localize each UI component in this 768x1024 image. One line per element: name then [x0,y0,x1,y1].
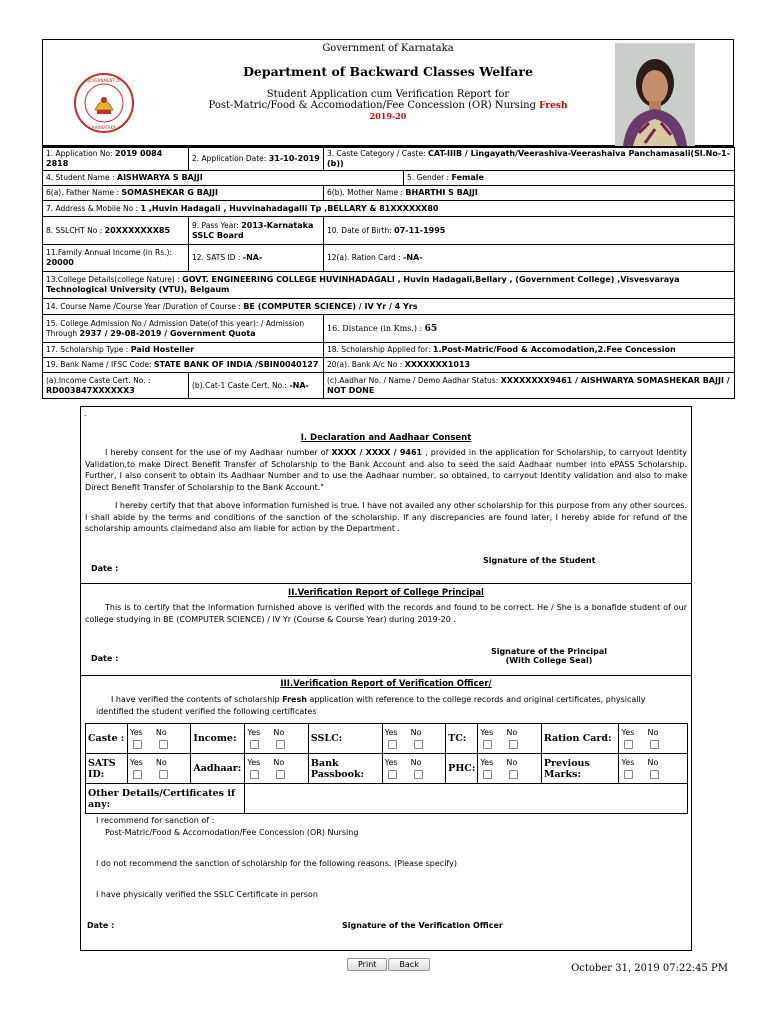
bank-name-cell: 19. Bank Name / IFSC Code: STATE BANK OF INDIA /SBIN0040127 [43,358,324,373]
gender-cell: 5. Gender : Female [404,171,735,186]
passbook-yes-checkbox[interactable] [388,770,397,779]
income-yes-checkbox[interactable] [250,740,259,749]
pass-year-cell: 9. Pass Year: 2013-Karnataka SSLC Board [189,217,324,245]
caste-category-cell: 3. Caste Category / Caste: CAT-IIIB / Lingayath/Veerashiva-Veerashaiva Panchamasali(Sl.No-1-(b)) [324,148,735,171]
aadhaar-masked: XXXX / XXXX / 9461 [331,448,423,457]
sats-yes-checkbox[interactable] [133,770,142,779]
tc-cert-options: Yes No [478,724,542,754]
aadhar-cell: (c).Aadhar No. / Name / Demo Aadhar Status: XXXXXXXX9461 / AISHWARYA SOMASHEKAR BAJJI / NOT DONE [324,373,735,399]
application-date-cell: 2. Application Date: 31-10-2019 [189,148,324,171]
sslc-no-cell: 8. SSLCHT No : 20XXXXXXX85 [43,217,189,245]
sslc-no-checkbox[interactable] [414,740,423,749]
checklist-row-other [86,784,688,814]
aadhaar-cert-options: Yes No [245,754,309,784]
passbook-no-checkbox[interactable] [414,770,423,779]
principal-signature-label: Signature of the Principal (With College Seal) [490,647,608,665]
family-income-cell: 11.Family Annual Income (in Rs.): 20000 [43,245,189,272]
officer-verification-text: I have verified the contents of scholarship Fresh application with reference to the college records and original certificates, physically identified the student verified the following certificates [96,695,646,716]
principal-heading: II.Verification Report of College Principal [288,588,484,598]
tc-cert-label: TC: [446,724,478,754]
bank-passbook-cert-options: Yes No [382,754,446,784]
print-button[interactable]: Print [347,958,387,971]
course-cell: 14. Course Name /Course Year /Duration of Course : BE (COMPUTER SCIENCE) / IV Yr / 4 Yrs [43,299,735,315]
declaration-box [80,406,692,951]
application-no-cell: 1. Application No: 2019 0084 2818 [43,148,189,171]
principal-date-label: Date : [91,654,119,663]
phc-cert-options: Yes No [478,754,542,784]
income-cert-options: Yes No [245,724,309,754]
bank-passbook-cert-label: Bank Passbook: [308,754,382,784]
svg-text:KARNATAKA: KARNATAKA [92,125,116,130]
ration-card-cell: 12(a). Ration Card : -NA- [324,245,735,272]
college-details-cell: 13.College Details(college Nature) : GOVT. ENGINEERING COLLEGE HUVINHADAGALI , Huvin Hadagali,Bellary , (Government College) ,Visvesvaraya Technological University (VTU), Belgaum [43,272,735,299]
income-no-checkbox[interactable] [276,740,285,749]
fresh-label: Fresh [539,101,568,111]
government-label: Government of Karnataka [322,43,454,54]
caste-cert-label: Caste : [86,724,128,754]
recommend-label: I recommend for sanction of : [96,816,215,825]
aadhaar-no-checkbox[interactable] [276,770,285,779]
scholarship-applied-cell: 18. Scholarship Applied for: 1.Post-Matric/Food & Accomodation,2.Fee Concession [324,343,735,358]
report-subtitle-1: Student Application cum Verification Report for [266,89,510,100]
previous-marks-cert-label: Previous Marks: [541,754,619,784]
page-header [42,39,734,147]
department-title: Department of Backward Classes Welfare [243,64,533,79]
income-cert-cell: (a).Income Caste Cert. No. : RD003847XXXXXX3 [43,373,189,399]
sslc-cert-options: Yes No [382,724,446,754]
marks-no-checkbox[interactable] [650,770,659,779]
sats-no-checkbox[interactable] [159,770,168,779]
cat1-cert-cell: (b).Cat-1 Caste Cert. No.: -NA- [189,373,324,399]
checklist-row-1 [86,724,688,754]
student-date-label: Date : [91,564,119,573]
student-signature-label: Signature of the Student [483,556,596,565]
aadhaar-cert-label: Aadhaar: [191,754,245,784]
dot-marker: . [84,409,87,418]
not-recommend-text: I do not recommend the sanction of scholarship for the following reasons. (Please specify) [96,859,457,868]
officer-heading: III.Verification Report of Verification Officer/ [280,679,492,689]
officer-date-label: Date : [87,921,115,930]
principal-certificate-text: This is to certify that the information furnished above is verified with the records and found to be correct. He / She is a bonafide student of our college studying in BE (COMPUTER SCIENCE) / IV Yr (Course & Course Year) during 2019-20 . [85,603,687,624]
caste-cert-options: Yes No [127,724,191,754]
declaration-heading: I. Declaration and Aadhaar Consent [300,433,472,443]
bank-account-cell: 20(a). Bank A/c No : XXXXXXX1013 [324,358,735,373]
report-subtitle-2: Post-Matric/Food & Accomodation/Fee Concession (OR) Nursing Fresh [208,100,568,111]
admission-cell: 15. College Admission No / Admission Date(of this year): / Admission Through 2937 / 29-08-2019 / Government Quota [43,315,324,343]
other-details-field[interactable] [245,784,688,814]
student-details-table [42,147,735,399]
student-photo [615,43,695,146]
tc-yes-checkbox[interactable] [483,740,492,749]
dob-cell: 10. Date of Birth: 07-11-1995 [324,217,735,245]
marks-yes-checkbox[interactable] [624,770,633,779]
ration-card-cert-options: Yes No [619,724,688,754]
recommend-scheme: Post-Matric/Food & Accomodation/Fee Concession (OR) Nursing [105,828,359,837]
aadhaar-yes-checkbox[interactable] [250,770,259,779]
sats-cert-options: Yes No [127,754,191,784]
academic-year: 2019-20 [369,111,407,121]
father-name-cell: 6(a). Father Name : SOMASHEKAR G BAJJI [43,186,324,201]
certification-text: I hereby certify that that above information furnished is true. I have not availed any other scholarship for this purpose from any other sources. I shall abide by the terms and conditions of the sanction of the scholarship. If any discrepancies are found later, I hereby abide for refund of the scholarship amounts claimedand also am liable for action by the Department . [85,501,687,533]
caste-no-checkbox[interactable] [159,740,168,749]
certificate-checklist-table [85,723,688,814]
address-cell: 7. Address & Mobile No : 1 ,Huvin Hadagali , Huvvinahadagalli Tp ,BELLARY & 81XXXXXX80 [43,201,735,217]
distance-cell: 16. Distance (in Kms.) : 65 [324,315,735,343]
action-buttons [347,952,431,971]
checklist-row-2 [86,754,688,784]
phc-no-checkbox[interactable] [509,770,518,779]
phc-yes-checkbox[interactable] [483,770,492,779]
back-button[interactable]: Back [388,958,429,971]
income-cert-label: Income: [191,724,245,754]
sslc-verified-text: I have physically verified the SSLC Certificate in person [96,890,318,899]
previous-marks-cert-options: Yes No [619,754,688,784]
sats-cert-label: SATS ID: [86,754,128,784]
other-details-label: Other Details/Certificates if any: [86,784,245,814]
ration-yes-checkbox[interactable] [624,740,633,749]
sats-id-cell: 12. SATS ID : -NA- [189,245,324,272]
aadhaar-consent-text: I hereby consent for the use of my Aadhaar number of XXXX / XXXX / 9461 , provided in the application for Scholarship, to carryout Identity Validation,to make Direct Benefit Transfer of Scholarship to the Bank Account and also to seed the said Aadhaar number into ePASS Scholarship. Further, I also consent to obtain its Aadhaar Number and to use the Aadhaar number, so obtained, to carryout Identity validation and also to make Direct Benefit Transfer of Scholarship to the Bank Account." [85,448,688,492]
sslc-cert-label: SSLC: [308,724,382,754]
scholarship-type-cell: 17. Scholarship Type : Paid Hosteller [43,343,324,358]
mother-name-cell: 6(b). Mother Name : BHARTHI S BAJJI [324,186,735,201]
officer-signature-label: Signature of the Verification Officer [342,921,503,930]
ration-no-checkbox[interactable] [650,740,659,749]
student-name-cell: 4. Student Name : AISHWARYA S BAJJI [43,171,404,186]
ration-card-cert-label: Ration Card: [541,724,619,754]
caste-yes-checkbox[interactable] [133,740,142,749]
tc-no-checkbox[interactable] [509,740,518,749]
sslc-yes-checkbox[interactable] [388,740,397,749]
svg-text:GOVERNMENT OF: GOVERNMENT OF [86,78,122,83]
print-timestamp: October 31, 2019 07:22:45 PM [571,963,728,974]
phc-cert-label: PHC: [446,754,478,784]
